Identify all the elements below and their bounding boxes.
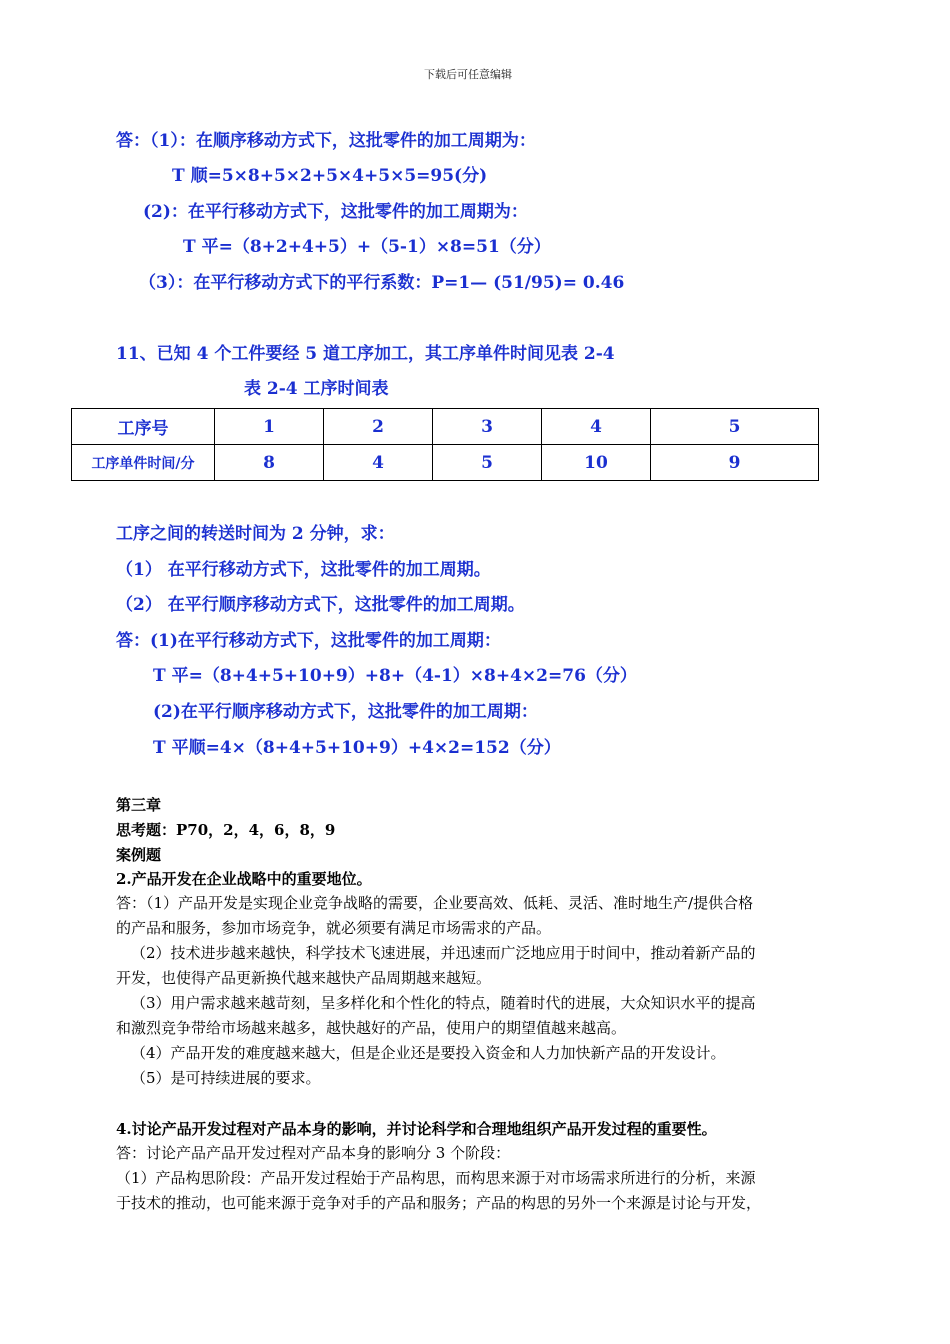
answer-paragraph: 的产品和服务，参加市场竞争，就必须要有满足市场需求的产品。: [116, 919, 552, 937]
answer-paragraph: （4）产品开发的难度越来越大，但是企业还是要投入资金和人力加快新产品的开发设计。: [131, 1044, 726, 1062]
case-title: 案例题: [116, 846, 162, 864]
table-cell: 3: [433, 409, 542, 445]
process-time-table: [71, 408, 819, 481]
answer-paragraph: （5）是可持续进展的要求。: [131, 1069, 321, 1087]
table-cell: 8: [215, 445, 324, 481]
answer-paragraph: 答：（1）产品开发是实现企业竞争战略的需要，企业要高效、低耗、灵活、准时地生产/提供合格: [116, 894, 754, 912]
table-cell: 5: [651, 409, 819, 445]
table-cell: 1: [215, 409, 324, 445]
answer-paragraph: （2）技术进步越来越快，科学技术飞速进展，并迅速而广泛地应用于时间中，推动着新产品的: [131, 944, 756, 962]
table-caption: 表 2-4 工序时间表: [244, 379, 389, 399]
question-11-item1: （1） 在平行移动方式下，这批零件的加工周期。: [116, 560, 491, 580]
case-q2: 2.产品开发在企业战略中的重要地位。: [116, 870, 372, 888]
case-q4: 4.讨论产品开发过程对产品本身的影响，并讨论科学和合理地组织产品开发过程的重要性。: [116, 1120, 717, 1138]
answer1-line1: 答：（1）：在顺序移动方式下，这批零件的加工周期为：: [116, 131, 536, 151]
answer-paragraph: 开发，也使得产品更新换代越来越快产品周期越来越短。: [116, 969, 492, 987]
table-row: [72, 445, 819, 481]
answer-paragraph: 于技术的推动，也可能来源于竞争对手的产品和服务；产品的构思的另外一个来源是讨论与开发，: [116, 1194, 762, 1212]
page-header: 下载后可任意编辑: [424, 68, 512, 81]
answer11-formula-par: T 平=（8+4+5+10+9）+8+（4-1）×8+4×2=76（分）: [153, 666, 637, 686]
table-cell: 工序号: [72, 409, 215, 445]
table-cell: 10: [542, 445, 651, 481]
question-11-title: 11、已知 4 个工件要经 5 道工序加工，其工序单件时间见表 2-4: [116, 344, 615, 364]
question-11-item2: （2） 在平行顺序移动方式下，这批零件的加工周期。: [116, 595, 525, 615]
answer11-line1: 答：(1)在平行移动方式下，这批零件的加工周期：: [116, 631, 501, 651]
table-row: [72, 409, 819, 445]
answer11-line3: (2)在平行顺序移动方式下，这批零件的加工周期：: [153, 702, 538, 722]
answer1-line3: (2)：在平行移动方式下，这批零件的加工周期为：: [143, 202, 528, 222]
answer1-formula-seq: T 顺=5×8+5×2+5×4+5×5=95(分): [172, 166, 488, 186]
table-cell: 4: [542, 409, 651, 445]
answer-paragraph: 答：讨论产品产品开发过程对产品本身的影响分 3 个阶段：: [116, 1144, 511, 1162]
answer1-line5: （3）：在平行移动方式下的平行系数：P=1— (51/95)= 0.46: [139, 273, 625, 293]
table-cell: 5: [433, 445, 542, 481]
question-11-line1: 工序之间的转送时间为 2 分钟，求：: [116, 524, 395, 544]
table-cell: 工序单件时间/分: [72, 445, 215, 481]
table-cell: 9: [651, 445, 819, 481]
answer-paragraph: （3）用户需求越来越苛刻，呈多样化和个性化的特点，随着时代的进展，大众知识水平的提高: [131, 994, 756, 1012]
answer1-formula-par: T 平=（8+2+4+5）+（5-1）×8=51（分）: [183, 237, 551, 257]
answer-paragraph: （1）产品构思阶段：产品开发过程始于产品构思，而构思来源于对市场需求所进行的分析，来源: [116, 1169, 756, 1187]
think-questions: 思考题：P70，2，4，6，8，9: [116, 821, 336, 839]
answer-paragraph: 和激烈竞争带给市场越来越多，越快越好的产品，使用户的期望值越来越高。: [116, 1019, 627, 1037]
chapter-title: 第三章: [116, 796, 162, 814]
table-cell: 4: [324, 445, 433, 481]
answer11-formula-parseq: T 平顺=4×（8+4+5+10+9）+4×2=152（分）: [153, 738, 561, 758]
table-cell: 2: [324, 409, 433, 445]
